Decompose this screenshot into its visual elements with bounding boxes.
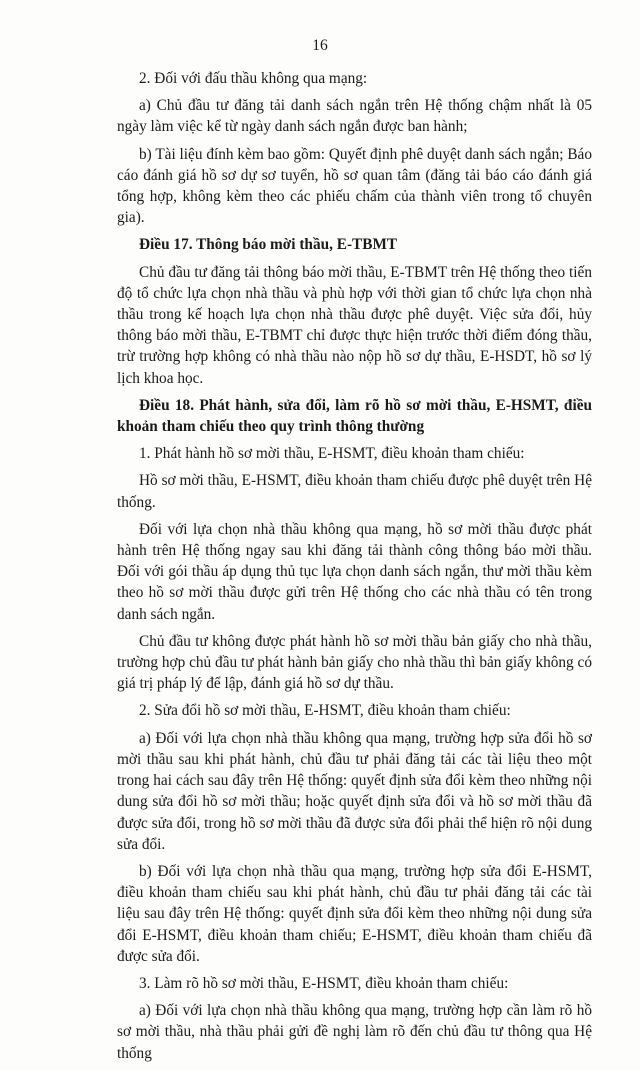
paragraph-10: Chủ đầu tư không được phát hành hồ sơ mời thầu bản giấy cho nhà thầu, trường hợp chủ đầu tư phát hành bản giấy cho nhà thầu thì bản giấy không có giá trị pháp lý để lập, đánh giá hồ sơ dự thầu. — [117, 632, 592, 693]
document-body — [117, 68, 592, 1070]
paragraph-9: Đối với lựa chọn nhà thầu không qua mạng, hồ sơ mời thầu được phát hành trên Hệ thống ngay sau khi đăng tải thành công thông báo mời thầu. Đối với gói thầu áp dụng thủ tục lựa chọn danh sách ngắn, thư mời thầu kèm theo hồ sơ mời thầu được gửi trên Hệ thống cho các nhà thầu có tên trong danh sách ngắn. — [117, 520, 592, 623]
article-18-heading: Điều 18. Phát hành, sửa đổi, làm rõ hồ sơ mời thầu, E-HSMT, điều khoản tham chiếu theo quy trình thông thường — [117, 396, 592, 436]
paragraph-14: 3. Làm rõ hồ sơ mời thầu, E-HSMT, điều khoản tham chiếu: — [139, 974, 509, 992]
article-17-heading: Điều 17. Thông báo mời thầu, E-TBMT — [139, 236, 398, 254]
page-number: 16 — [312, 37, 328, 54]
paragraph-7: 1. Phát hành hồ sơ mời thầu, E-HSMT, điều khoản tham chiếu: — [139, 445, 525, 463]
paragraph-3: b) Tài liệu đính kèm bao gồm: Quyết định phê duyệt danh sách ngắn; Báo cáo đánh giá hồ sơ dự sơ tuyển, hồ sơ quan tâm (đăng tải báo cáo đánh giá tổng hợp, không kèm theo các phiếu chấm của thành viên trong tổ chuyên gia). — [117, 145, 592, 227]
paragraph-11: 2. Sửa đổi hồ sơ mời thầu, E-HSMT, điều khoản tham chiếu: — [139, 702, 511, 720]
paragraph-5: Chủ đầu tư đăng tải thông báo mời thầu, E-TBMT trên Hệ thống theo tiến độ tổ chức lựa chọn nhà thầu và phù hợp với thời gian tổ chức lựa chọn nhà thầu trong kế hoạch lựa chọn nhà thầu được phê duyệt. Việc sửa đổi, hủy thông báo mời thầu, E-TBMT chỉ được thực hiện trước thời điểm đóng thầu, trừ trường hợp không có nhà thầu nào nộp hồ sơ dự thầu, E-HSDT, hồ sơ lý lịch khoa học. — [117, 263, 592, 387]
paragraph-1: 2. Đối với đấu thầu không qua mạng: — [139, 70, 368, 87]
paragraph-13: b) Đối với lựa chọn nhà thầu qua mạng, trường hợp sửa đổi E-HSMT, điều khoản tham chiếu sau khi phát hành, chủ đầu tư phải đăng tải các tài liệu sau đây trên Hệ thống: quyết định sửa đổi kèm theo những nội dung sửa đổi E-HSMT, điều khoản tham chiếu; E-HSMT, điều khoản tham chiếu đã được sửa đổi. — [117, 862, 592, 965]
paragraph-2: a) Chủ đầu tư đăng tải danh sách ngắn trên Hệ thống chậm nhất là 05 ngày làm việc kể từ ngày danh sách ngắn được ban hành; — [117, 97, 592, 136]
paragraph-8: Hồ sơ mời thầu, E-HSMT, điều khoản tham chiếu được phê duyệt trên Hệ thống. — [117, 472, 592, 511]
paragraph-12: a) Đối với lựa chọn nhà thầu không qua mạng, trường hợp sửa đổi hồ sơ mời thầu sau khi phát hành, chủ đầu tư phải đăng tải các tài liệu theo một trong hai cách sau đây trên Hệ thống: quyết định sửa đổi kèm theo những nội dung sửa đổi hồ sơ mời thầu; hoặc quyết định sửa đổi và hồ sơ mời thầu đã được sửa đổi, trong hồ sơ mời thầu đã được sửa đổi phải thể hiện rõ nội dung sửa đổi. — [117, 729, 592, 853]
paragraph-15: a) Đối với lựa chọn nhà thầu không qua mạng, trường hợp cần làm rõ hồ sơ mời thầu, nhà thầu phải gửi đề nghị làm rõ đến chủ đầu tư thông qua Hệ thống — [117, 1002, 592, 1062]
